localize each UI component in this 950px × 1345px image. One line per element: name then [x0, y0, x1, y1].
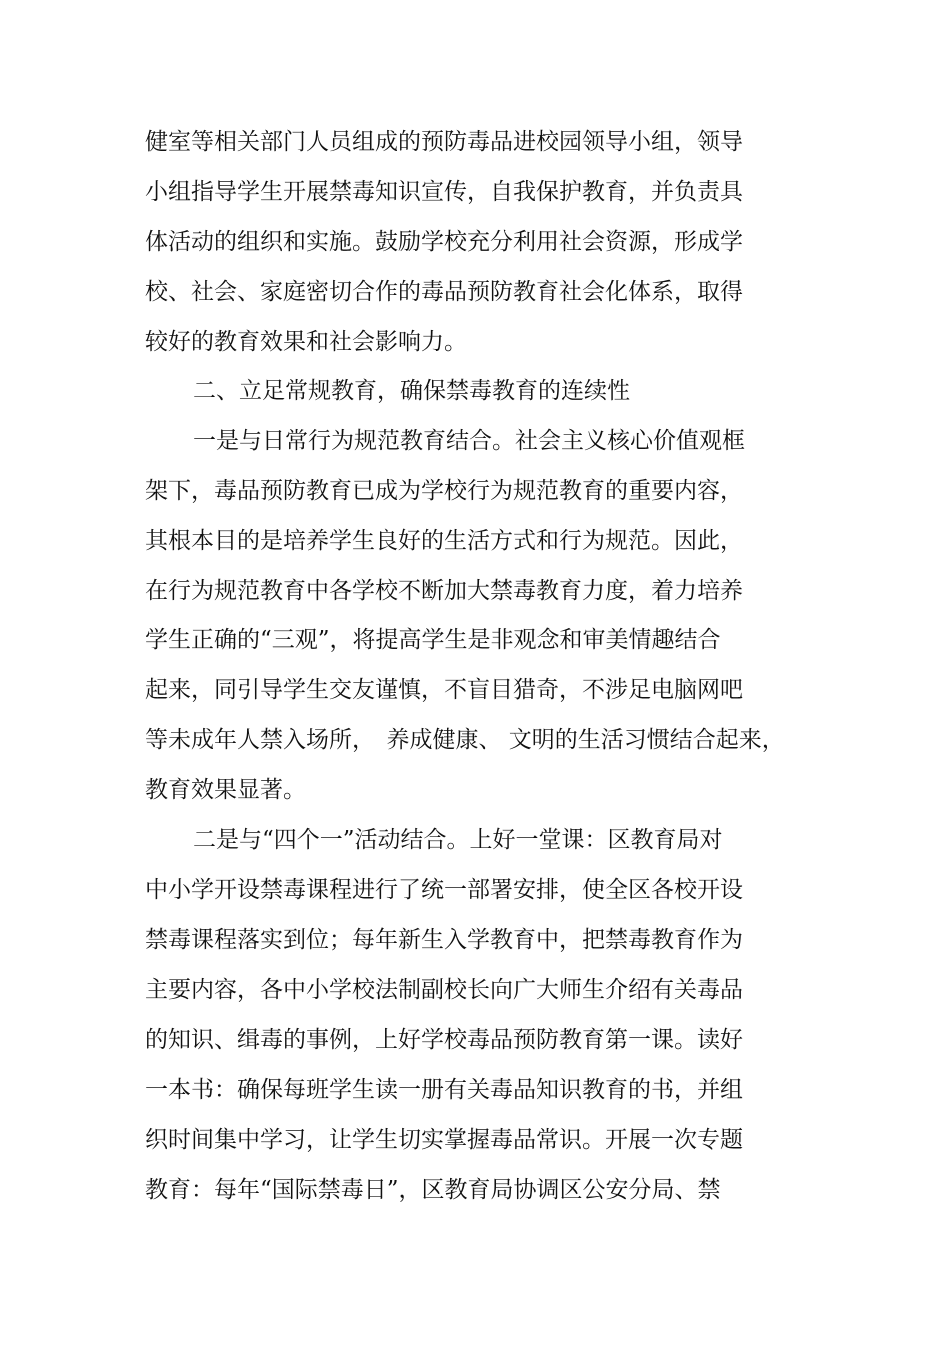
text-line: 学生正确的“三观”，将提高学生是非观念和审美情趣结合	[145, 627, 721, 653]
text-line: 禁毒课程落实到位；每年新生入学教育中，把禁毒教育作为	[145, 927, 743, 953]
text-line: 小组指导学生开展禁毒知识宣传，自我保护教育，并负责具	[145, 179, 743, 205]
text-line: 架下，毒品预防教育已成为学校行为规范教育的重要内容，	[145, 478, 743, 504]
text-line: 一是与日常行为规范教育结合。社会主义核心价值观框	[193, 428, 745, 454]
text-line: 健室等相关部门人员组成的预防毒品进校园领导小组，领导	[145, 129, 743, 155]
text-line: 的知识、缉毒的事例，上好学校毒品预防教育第一课。读好	[145, 1027, 743, 1053]
text-line: 教育效果显著。	[145, 777, 306, 803]
text-line: 二是与“四个一”活动结合。上好一堂课：区教育局对	[193, 827, 723, 853]
section-heading: 二、立足常规教育，确保禁毒教育的连续性	[193, 378, 630, 404]
text-line: 较好的教育效果和社会影响力。	[145, 329, 467, 355]
text-line: 在行为规范教育中各学校不断加大禁毒教育力度，着力培养	[145, 578, 743, 604]
text-line: 中小学开设禁毒课程进行了统一部署安排，使全区各校开设	[145, 877, 743, 903]
text-line: 体活动的组织和实施。鼓励学校充分利用社会资源，形成学	[145, 229, 743, 255]
text-line: 一本书：确保每班学生读一册有关毒品知识教育的书，并组	[145, 1077, 743, 1103]
text-line: 其根本目的是培养学生良好的生活方式和行为规范。因此，	[145, 528, 743, 554]
text-line: 教育：每年“国际禁毒日”，区教育局协调区公安分局、禁	[145, 1177, 721, 1203]
text-line: 校、社会、家庭密切合作的毒品预防教育社会化体系，取得	[145, 279, 743, 305]
text-line: 织时间集中学习，让学生切实掌握毒品常识。开展一次专题	[145, 1127, 743, 1153]
text-line: 等未成年人禁入场所， 养成健康、 文明的生活习惯结合起来，	[145, 727, 785, 753]
text-line: 起来，同引导学生交友谨慎，不盲目猎奇，不涉足电脑网吧	[145, 677, 743, 703]
text-line: 主要内容，各中小学校法制副校长向广大师生介绍有关毒品	[145, 977, 743, 1003]
